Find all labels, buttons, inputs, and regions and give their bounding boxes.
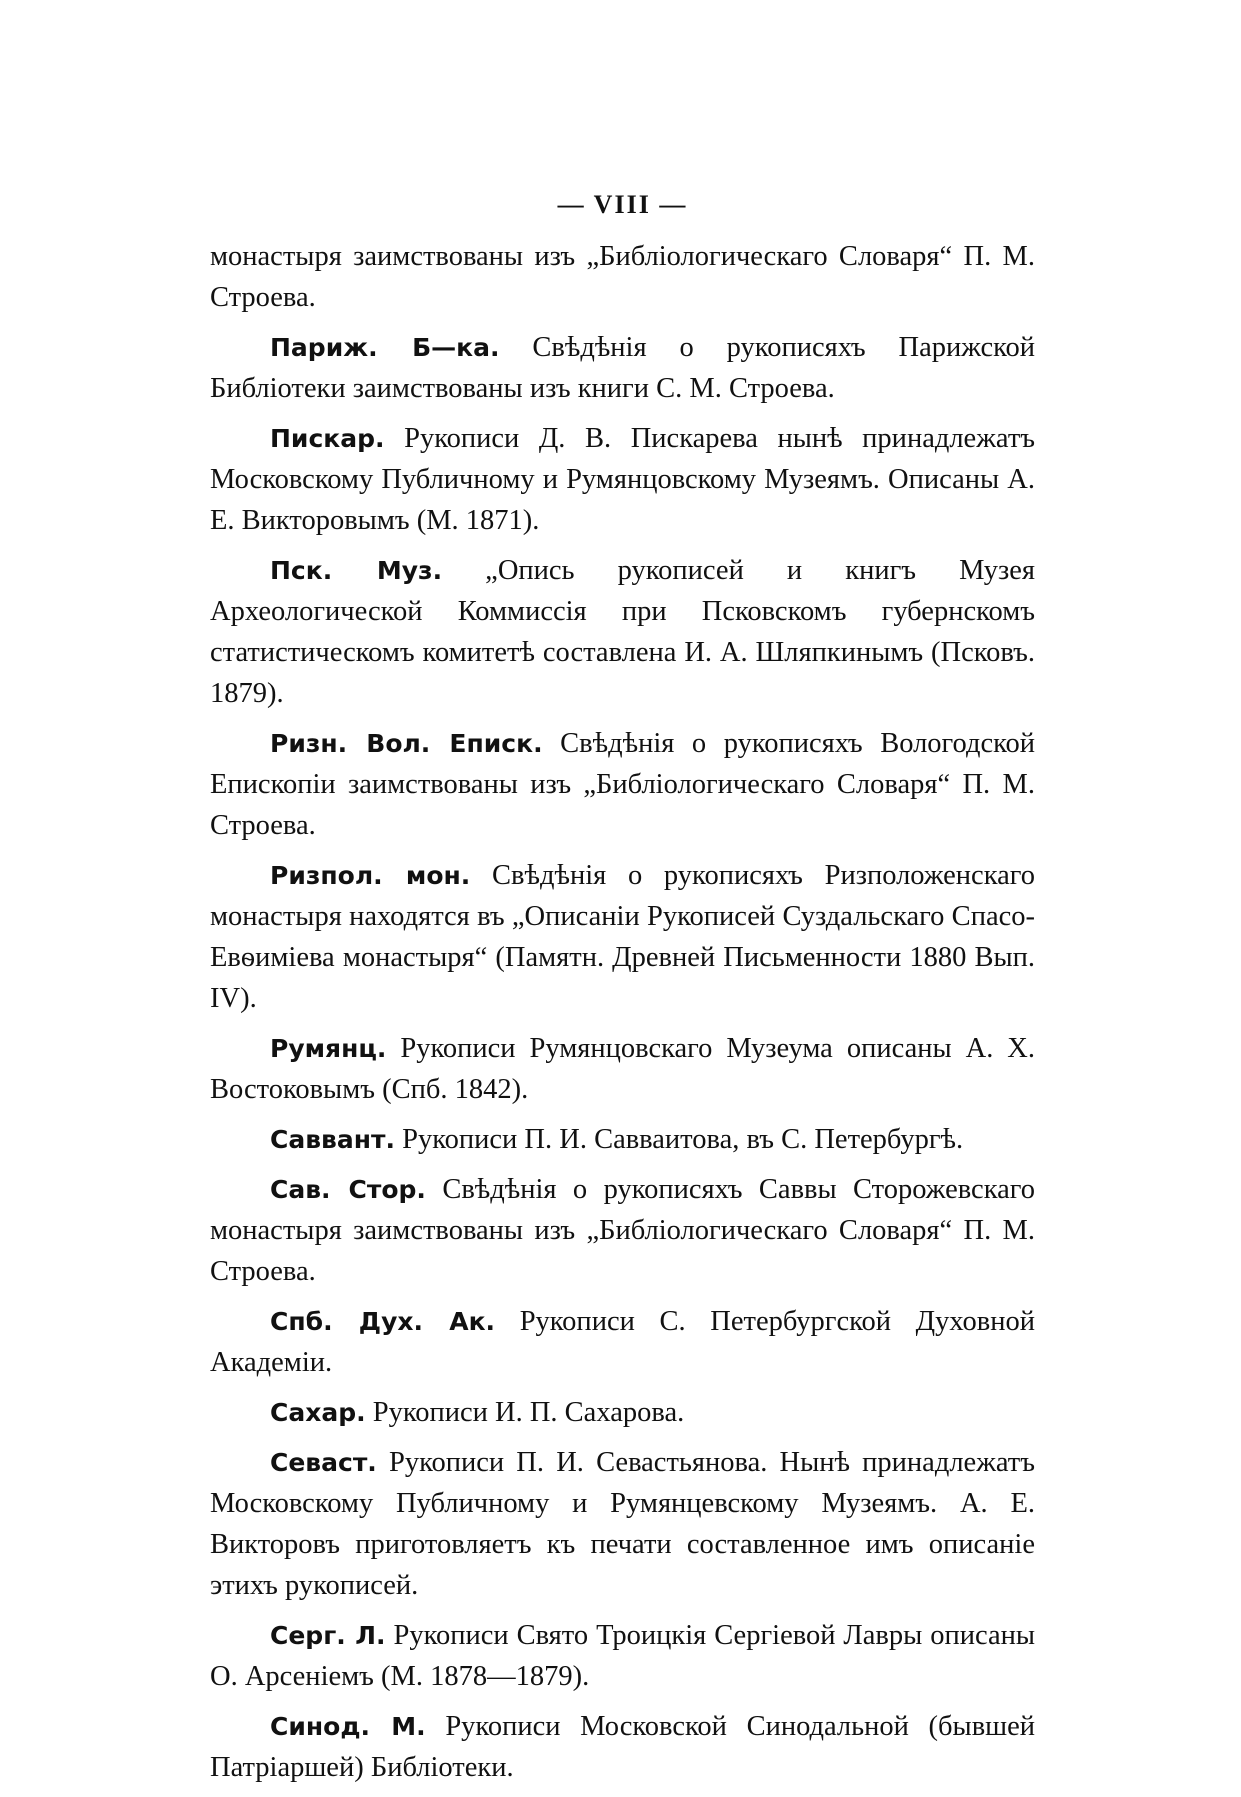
entry-abbreviation: Синод. М. [270,1712,426,1741]
entry-rizpol-mon [210,855,1035,1019]
entry-abbreviation: Пискар. [270,424,385,453]
entry-sinod-m [210,1706,1035,1788]
entry-text: Рукописи Румянцовскаго Музеума описаны А. Х. Востоковымъ (Спб. 1842). [210,1033,1036,1105]
entry-spb-dukh-ak [210,1301,1035,1383]
entry-abbreviation: Пск. Муз. [270,556,443,585]
entry-abbreviation: Ризпол. мон. [270,861,471,890]
entry-text: Свѣдѣнія о рукописяхъ Саввы Сторожевскаго монастыря заимствованы изъ „Библіологическаго Словаря“ П. М. Строева. [210,1174,1035,1287]
entry-text: Рукописи Свято Троицкія Сергіевой Лавры описаны О. Арсеніемъ (М. 1878—1879). [210,1620,1035,1692]
entry-text: Рукописи П. И. Савваитова, въ С. Петербургѣ. [402,1124,964,1155]
entry-abbreviation: Саввант. [270,1125,395,1154]
entry-abbreviation: Ризн. Вол. Еписк. [270,729,543,758]
entry-serg-l [210,1615,1035,1697]
entry-rizn-vol-episk [210,723,1035,846]
entry-psk-muz [210,550,1035,714]
page-number: — VIII — [557,190,688,219]
entry-text: Рукописи П. И. Севастьянова. Нынѣ принадлежатъ Московскому Публичному и Румянцевскому Музеямъ. А. Е. Викторовъ приготовляетъ къ печати составленное имъ описаніе этихъ рукописей. [210,1447,1035,1601]
entry-abbreviation: Сахар. [270,1398,366,1427]
entry-abbreviation: Спб. Дух. Ак. [270,1307,496,1336]
entry-text: Свѣдѣнія о рукописяхъ Парижской Библіотеки заимствованы изъ книги С. М. Строева. [210,332,1035,404]
entry-text: Рукописи Д. В. Пискарева нынѣ принадлежатъ Московскому Публичному и Румянцовскому Музеямъ. Описаны А. Е. Викторовымъ (М. 1871). [210,423,1036,536]
entry-rumyants [210,1028,1035,1110]
entry-abbreviation: Париж. Б—ка. [270,333,500,362]
entry-piskar [210,418,1035,541]
entry-continued [210,236,1035,318]
entry-savvait [210,1119,1035,1160]
entry-sav-stor [210,1169,1035,1292]
entry-abbreviation: Серг. Л. [270,1621,386,1650]
entry-text: „Опись рукописей и книгъ Музея Археологической Коммиссія при Псковскомъ губернскомъ статистическомъ комитетѣ составлена И. А. Шляпкинымъ (Псковъ. 1879). [210,555,1036,709]
entry-sevast [210,1442,1035,1606]
document-page [210,190,1035,1797]
entry-text: Свѣдѣнія о рукописяхъ Ризположенскаго монастыря находятся въ „Описаніи Рукописей Суздальскаго Спасо-Евѳиміева монастыря“ (Памятн. Древней Письменности 1880 Вып. IV). [210,860,1036,1014]
entry-text: Рукописи И. П. Сахарова. [372,1397,685,1428]
entry-abbreviation: Румянц. [270,1034,387,1063]
entry-text: Свѣдѣнія о рукописяхъ Вологодской Епископіи заимствованы изъ „Библіологическаго Словаря“ П. М. Строева. [210,728,1036,841]
entry-text: монастыря заимствованы изъ „Библіологическаго Словаря“ П. М. Строева. [210,241,1035,313]
entry-parizh [210,327,1035,409]
entry-text: Рукописи С. Петербургской Духовной Академіи. [210,1306,1035,1378]
entry-abbreviation: Севаст. [270,1448,377,1477]
entry-abbreviation: Сав. Стор. [270,1175,426,1204]
entry-text: Рукописи Московской Синодальной (бывшей Патріаршей) Библіотеки. [210,1711,1035,1783]
entry-sakhar [210,1392,1035,1433]
